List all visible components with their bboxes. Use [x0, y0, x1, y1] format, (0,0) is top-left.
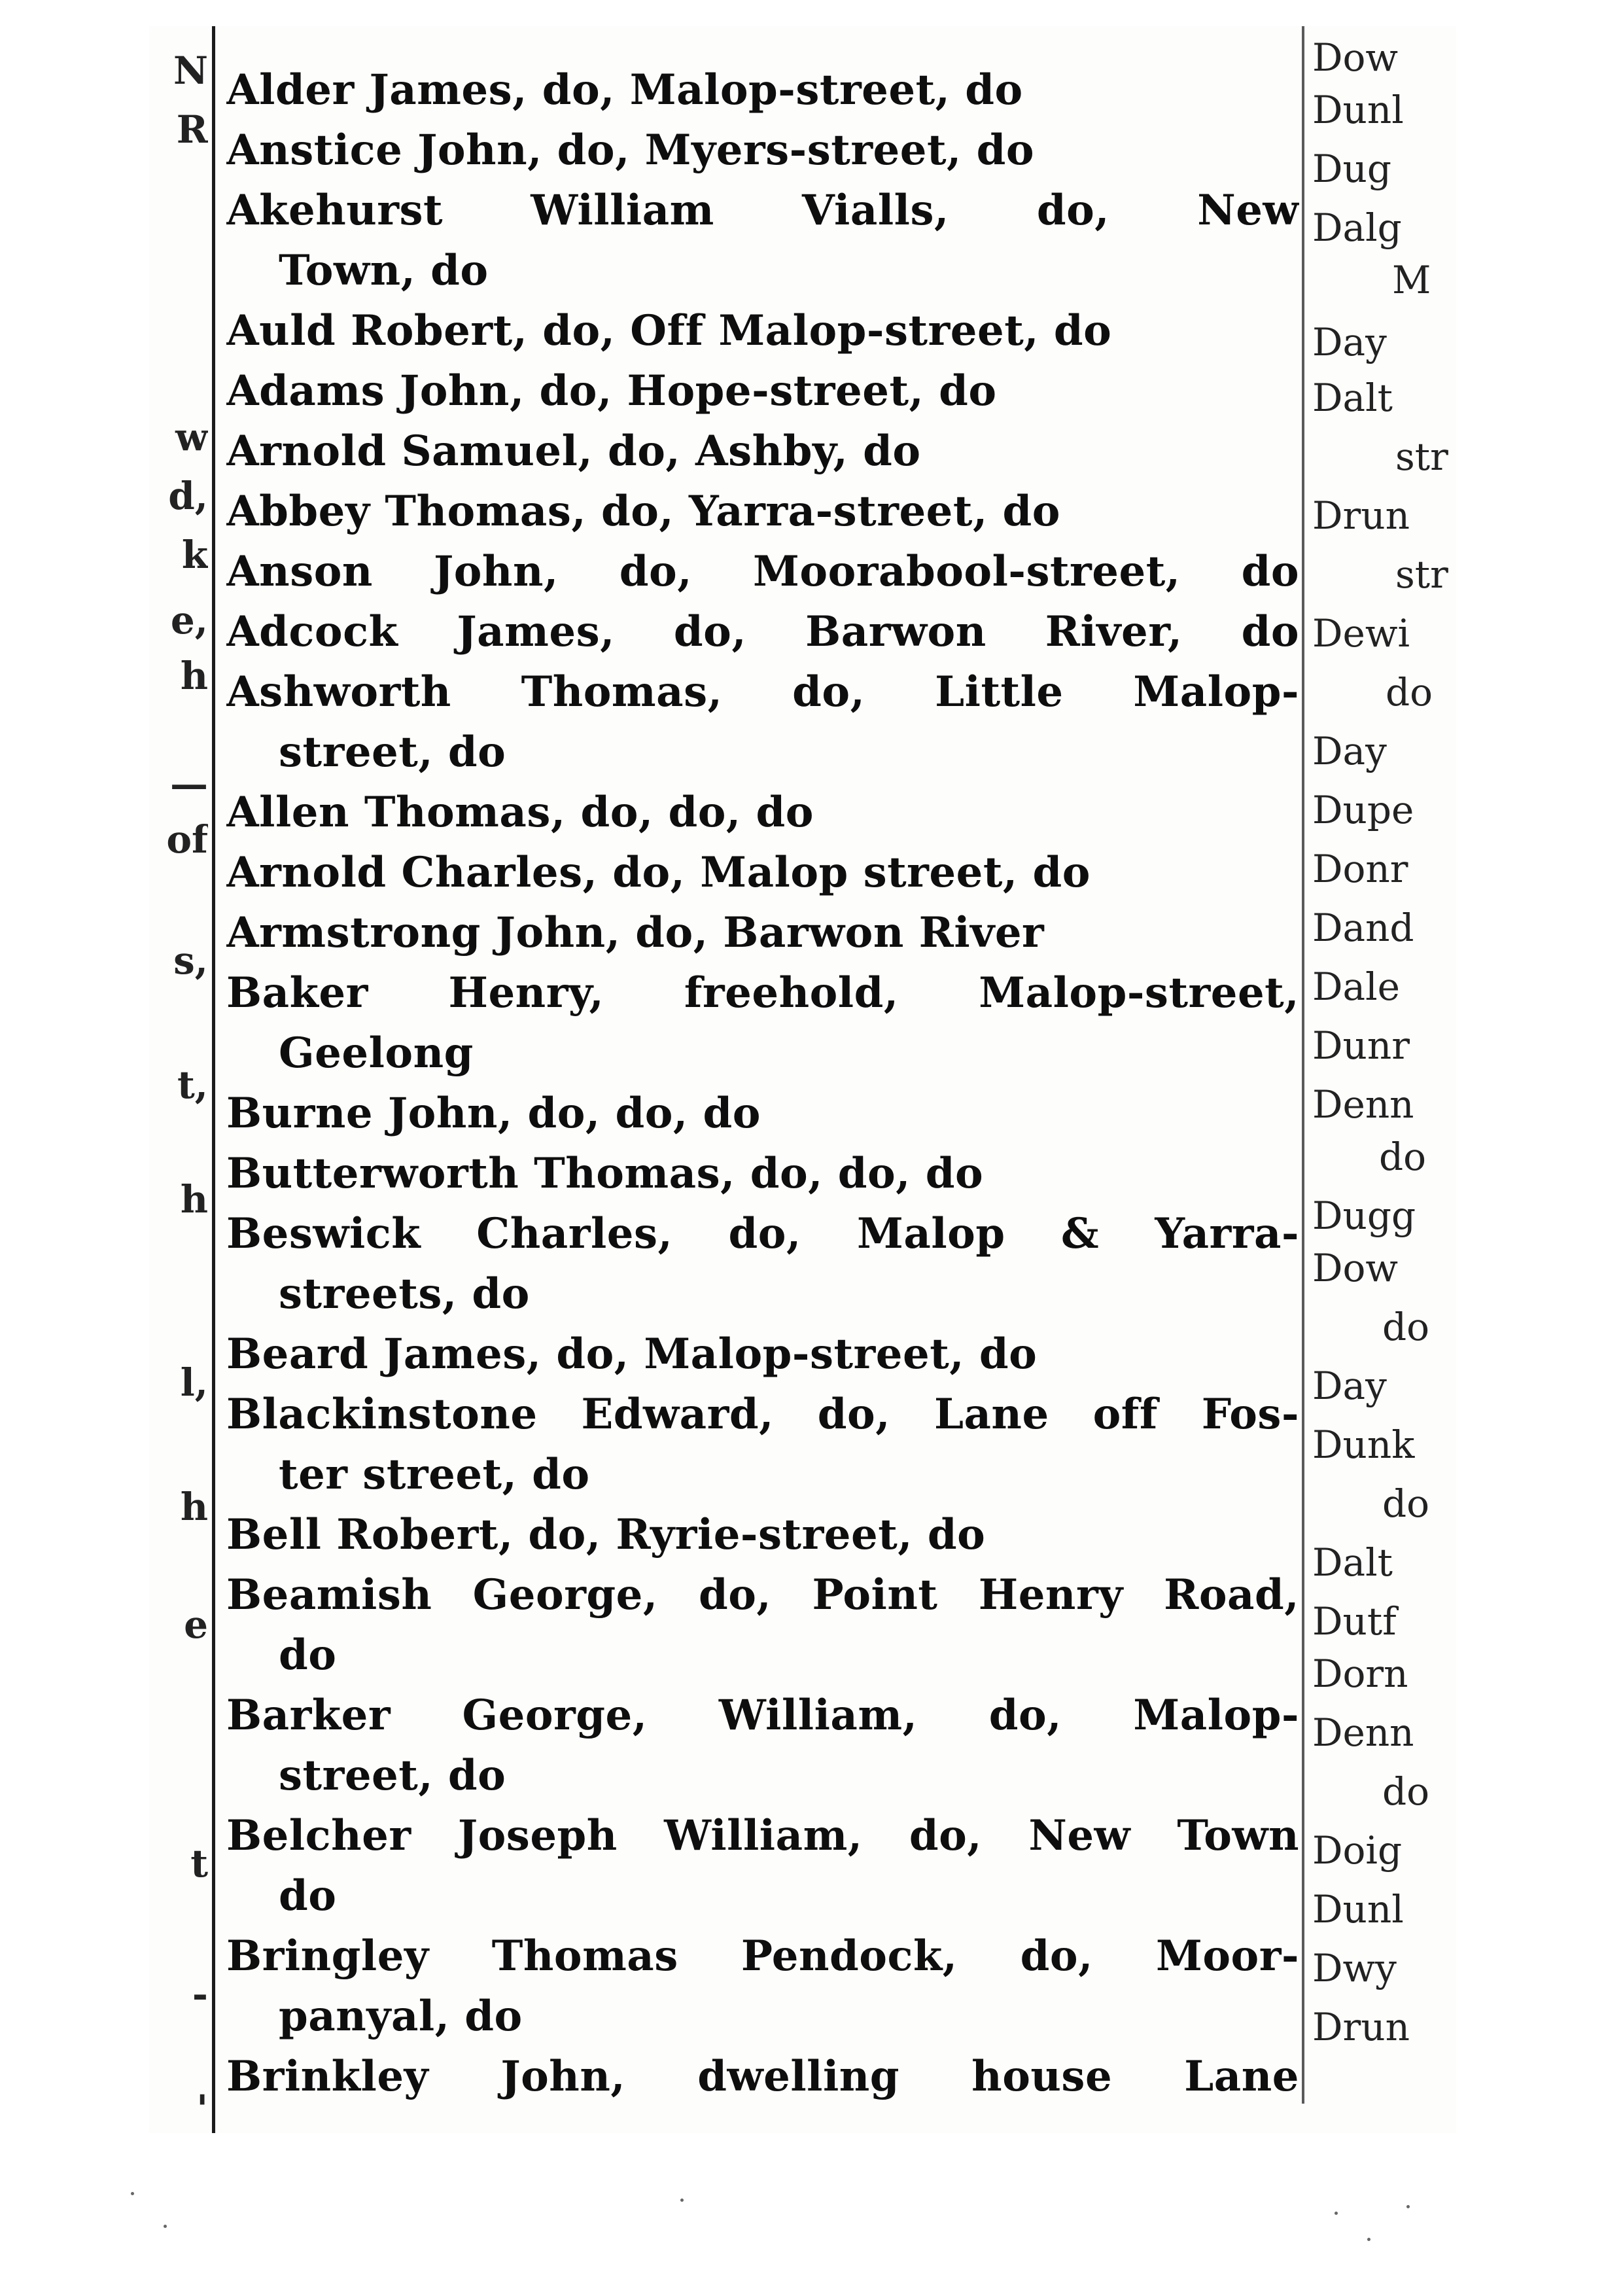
entry-line: streets, do	[279, 1269, 530, 1318]
entry-line: Auld Robert, do, Off Malop-street, do	[226, 306, 1112, 355]
right-fragment: Dorn	[1312, 1651, 1408, 1696]
dust-speck	[131, 2192, 134, 2195]
entry-line: Brinkley John, dwelling house Lane	[226, 2052, 1299, 2101]
right-fragment: Dand	[1312, 906, 1414, 950]
left-fragment: of	[166, 817, 208, 862]
right-fragment: Dalt	[1312, 1540, 1393, 1585]
entry-line: Bell Robert, do, Ryrie-street, do	[226, 1510, 986, 1559]
right-fragment: do	[1382, 1769, 1430, 1814]
right-fragment: Dow	[1312, 35, 1399, 80]
newspaper-scan	[149, 26, 1456, 2133]
entry-line: do	[279, 1631, 337, 1680]
left-fragment: h	[180, 654, 208, 698]
right-fragment: Dunr	[1312, 1023, 1410, 1068]
left-fragment: e	[184, 1602, 208, 1647]
entry-line: Abbey Thomas, do, Yarra-street, do	[226, 487, 1060, 536]
entry-line: Arnold Samuel, do, Ashby, do	[226, 427, 921, 476]
right-fragment: Dug	[1312, 147, 1391, 191]
right-fragment: Denn	[1312, 1082, 1414, 1127]
left-fragment: l,	[180, 1360, 208, 1405]
right-fragment: Day	[1312, 1364, 1387, 1408]
right-fragment: Dunl	[1312, 1887, 1404, 1932]
right-fragment: do	[1379, 1135, 1427, 1179]
entry-line: Belcher Joseph William, do, New Town	[226, 1811, 1299, 1860]
right-fragment: Donr	[1312, 847, 1408, 891]
right-fragment: Dugg	[1312, 1193, 1416, 1238]
left-fragment: -	[192, 1972, 208, 2017]
left-fragment: —	[170, 762, 208, 806]
registry-column	[226, 26, 1299, 2133]
right-column-rule	[1302, 26, 1304, 2104]
left-fragment: k	[181, 533, 208, 577]
entry-line: Arnold Charles, do, Malop street, do	[226, 848, 1091, 897]
left-fragment: t	[190, 1841, 208, 1886]
entry-line: ter street, do	[279, 1450, 590, 1499]
entry-line: Blackinstone Edward, do, Lane off Fos-	[226, 1390, 1299, 1439]
right-fragment: Day	[1312, 729, 1387, 773]
entry-line: Beard James, do, Malop-street, do	[226, 1330, 1038, 1379]
right-fragment: Dupe	[1312, 788, 1414, 832]
right-fragment: Dewi	[1312, 611, 1410, 656]
entry-line: Geelong	[279, 1029, 474, 1078]
left-fragment: t,	[177, 1063, 208, 1107]
entry-line: Baker Henry, freehold, Malop-street,	[226, 968, 1299, 1017]
left-fragment: w	[175, 415, 208, 459]
entry-line: Anstice John, do, Myers-street, do	[226, 126, 1035, 175]
entry-line: Anson John, do, Moorabool-street, do	[226, 547, 1299, 596]
entry-line: street, do	[279, 728, 506, 777]
dust-speck	[680, 2199, 684, 2202]
left-fragment: h	[180, 1177, 208, 1222]
left-fragment: h	[180, 1485, 208, 1529]
entry-line: do	[279, 1871, 337, 1920]
right-fragment: Dalt	[1312, 376, 1393, 420]
right-fragment: Dwy	[1312, 1946, 1397, 1990]
entry-line: Beamish George, do, Point Henry Road,	[226, 1570, 1299, 1619]
left-fragment: R	[176, 107, 208, 152]
right-fragment: Dow	[1312, 1246, 1399, 1290]
entry-line: Ashworth Thomas, do, Little Malop-	[226, 667, 1299, 716]
right-fragment: Dale	[1312, 964, 1400, 1009]
right-fragment: do	[1382, 1305, 1430, 1349]
entry-line: Butterworth Thomas, do, do, do	[226, 1149, 984, 1198]
entry-line: Town, do	[279, 246, 489, 295]
right-fragment: Doig	[1312, 1828, 1403, 1873]
dust-speck	[1335, 2212, 1338, 2215]
right-fragment: Denn	[1312, 1710, 1414, 1755]
left-fragment: s,	[173, 938, 208, 983]
left-fragment: d,	[168, 474, 208, 518]
entry-line: Burne John, do, do, do	[226, 1089, 761, 1138]
right-fragment: M	[1392, 258, 1431, 302]
dust-speck	[1406, 2205, 1410, 2208]
entry-line: Barker George, William, do, Malop-	[226, 1691, 1299, 1740]
dust-speck	[164, 2225, 167, 2228]
entry-line: street, do	[279, 1751, 506, 1800]
right-fragment: Drun	[1312, 493, 1410, 538]
entry-line: Bringley Thomas Pendock, do, Moor-	[226, 1932, 1299, 1981]
left-fragment: '	[196, 2087, 208, 2131]
right-fragment: Drun	[1312, 2005, 1410, 2049]
scan-dust	[92, 2179, 1531, 2270]
entry-line: Adams John, do, Hope-street, do	[226, 366, 997, 415]
right-fragment: Dunk	[1312, 1422, 1415, 1467]
entry-line: Akehurst William Vialls, do, New	[226, 186, 1299, 235]
left-fragment: N	[173, 48, 208, 93]
right-fragment: Dunl	[1312, 88, 1404, 132]
right-fragment: do	[1382, 1481, 1430, 1526]
right-fragment: Dutf	[1312, 1599, 1397, 1644]
left-fragment: e,	[170, 598, 208, 643]
entry-line: panyal, do	[279, 1992, 523, 2041]
right-fragment: Dalg	[1312, 205, 1402, 250]
right-fragment: str	[1395, 434, 1448, 479]
right-fragment: str	[1395, 552, 1448, 597]
entry-line: Adcock James, do, Barwon River, do	[226, 607, 1299, 656]
entry-line: Alder James, do, Malop-street, do	[226, 65, 1023, 115]
right-fragment: do	[1386, 670, 1433, 715]
right-fragment: Day	[1312, 320, 1387, 364]
entry-line: Beswick Charles, do, Malop & Yarra-	[226, 1209, 1299, 1258]
dust-speck	[1367, 2238, 1370, 2241]
left-column-rule	[212, 26, 215, 2133]
entry-line: Armstrong John, do, Barwon River	[226, 908, 1045, 957]
entry-line: Allen Thomas, do, do, do	[226, 788, 814, 837]
